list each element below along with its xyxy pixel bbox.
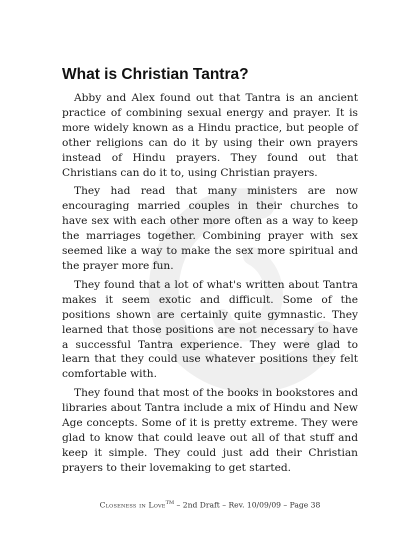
paragraph: They had read that many ministers are now encouraging married couples in their churches to have sex with each other more often as a way to keep the marriages together. Combining prayer with sex seemed like a way to make the sex more spiritual and the prayer more fun. — [62, 185, 358, 272]
body-text — [62, 91, 358, 480]
paragraph: Abby and Alex found out that Tantra is an ancient practice of combining sexual energy and prayer. It is more widely known as a Hindu practice, but people of other religions can do it by using their own prayers instead of Hindu prayers. They found out that Christians can do it to, using Christian prayers. — [62, 92, 358, 179]
paragraph: They found that most of the books in bookstores and libraries about Tantra include a mix of Hindu and New Age concepts. Some of it is pretty extreme. They were glad to know that could leave out all of that stuff and keep it simple. They could just add their Christian prayers to their lovemaking to get started. — [62, 387, 358, 474]
paragraph: They found that a lot of what's written about Tantra makes it seem exotic and difficult. Some of the positions shown are certainly quite gymnastic. They learned that those positions are not necessary to have a successful Tantra experience. They were glad to learn that they could use whatever positions they felt comfortable with. — [62, 278, 358, 381]
page-heading: What is Christian Tantra? — [62, 66, 249, 83]
footer-details: – 2nd Draft – Rev. 10/09/09 – Page 38 — [174, 500, 321, 510]
footer-trademark: TM — [165, 500, 175, 506]
footer-book-title: Closeness in Love — [99, 500, 166, 510]
page-footer — [0, 500, 420, 510]
